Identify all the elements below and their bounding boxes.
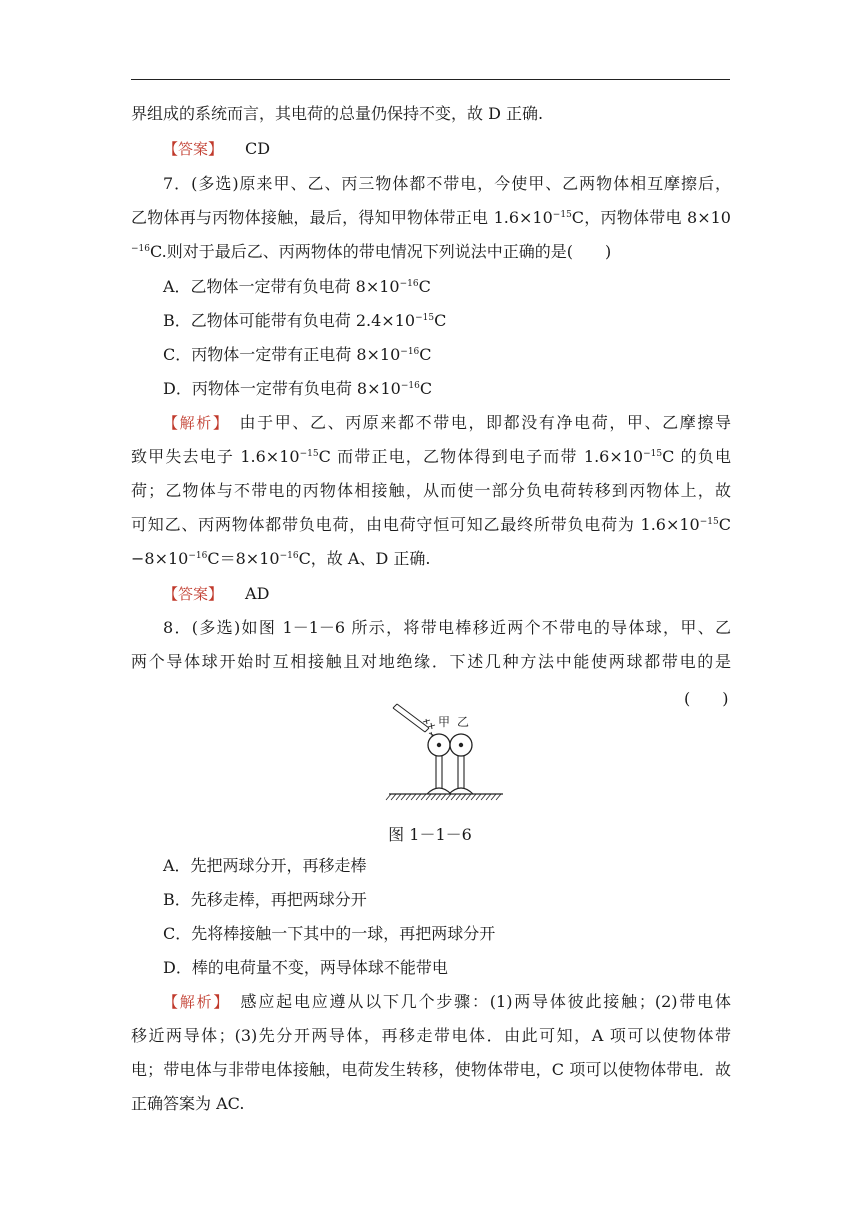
label-yi: 乙 xyxy=(457,715,470,729)
q8-answer-paren: ( ) xyxy=(684,689,729,708)
answer-value: CD xyxy=(245,139,271,158)
q7-option-a: A．乙物体一定带有负电荷 $8\times 10^{-16}C$ xyxy=(163,277,431,296)
q7-option-d: D．丙物体一定带有负电荷 $8\times 10^{-16}C$ xyxy=(163,379,433,398)
q8-option-b: B．先移走棒，再把两球分开 xyxy=(163,890,367,909)
label-jia: 甲 xyxy=(438,715,451,729)
charged-rod xyxy=(393,704,435,738)
answer-value-q7: AD xyxy=(245,584,270,603)
analysis-tag: 【解析】 xyxy=(163,414,222,432)
q7-analysis-line3: 荷；乙物体与不带电的丙物体相接触，从而使一部分负电荷转移到丙物体上，故 xyxy=(131,481,731,500)
q8-stem-line1: 8．(多选)如图 1－1－6 所示，将带电棒移近两个不带电的导体球，甲、乙 xyxy=(163,618,731,637)
q8-analysis-line2: 移近两导体；(3)先分开两导体，再移走带电体．由此可知，A 项可以使物体带 xyxy=(131,1026,731,1045)
q7-stem-line3: $^{-16}$C.则对于最后乙、丙两物体的带电情况下列说法中正确的是( ) xyxy=(131,242,612,261)
q7-analysis-line4: 可知乙、丙两物体都带负电荷，由电荷守恒可知乙最终所带负电荷为 $1.6\times 10^{-15}C$ xyxy=(131,515,731,534)
q8-analysis-line3: 电；带电体与非带电体接触，电荷发生转移，使物体带电，C 项可以使物体带电．故 xyxy=(131,1060,731,1079)
answer-line-prev xyxy=(163,139,731,159)
q8-option-a: A．先把两球分开，再移走棒 xyxy=(163,856,367,875)
top-text: 界组成的系统而言，其电荷的总量仍保持不变，故 D 正确. xyxy=(131,104,544,123)
q8-analysis-line4: 正确答案为 AC. xyxy=(131,1094,245,1113)
q7-analysis-line5: $-8\times 10^{-16}C=8\times 10^{-16}C$，故 A、D 正确. xyxy=(131,549,431,568)
conductor-spheres-diagram xyxy=(385,702,507,802)
ground xyxy=(386,794,503,800)
header-rule xyxy=(131,79,730,80)
q8-option-c: C．先将棒接触一下其中的一球，再把两球分开 xyxy=(163,924,496,943)
q7-stem-line1: 7．(多选)原来甲、乙、丙三物体都不带电，今使甲、乙两物体相互摩擦后， xyxy=(163,174,731,193)
q7-option-c: C．丙物体一定带有正电荷 $8\times 10^{-16}C$ xyxy=(163,345,432,364)
q8-option-d: D．棒的电荷量不变，两导体球不能带电 xyxy=(163,958,448,977)
answer-tag: 【答案】 xyxy=(163,140,224,158)
figure-1-1-6 xyxy=(385,702,507,806)
q7-stem-line2: 乙物体再与丙物体接触，最后，得知甲物体带正电 $1.6\times 10^{-15}C$，丙物体带电 8×10 xyxy=(131,208,731,227)
insulating-stands xyxy=(427,756,473,794)
q7-analysis-line2: 致甲失去电子 $1.6\times 10^{-15}C$ 而带正电，乙物体得到电子而带 $1.6\times 10^{-15}C$ 的负电 xyxy=(131,447,731,466)
q8-stem-line2: 两个导体球开始时互相接触且对地绝缘．下述几种方法中能使两球都带电的是 xyxy=(131,652,731,671)
answer-line-q7: 【答案】 AD xyxy=(163,584,270,603)
q7-option-b: B．乙物体可能带有负电荷 $2.4\times 10^{-15}C$ xyxy=(163,311,447,330)
q7-analysis-line1: 【解析】 由于甲、乙、丙原来都不带电，即都没有净电荷，甲、乙摩擦导 xyxy=(163,413,731,432)
figure-caption: 图 1－1－6 xyxy=(388,825,472,844)
q8-analysis-line1: 【解析】 感应起电应遵从以下几个步骤：(1)两导体彼此接触；(2)带电体 xyxy=(163,992,731,1011)
